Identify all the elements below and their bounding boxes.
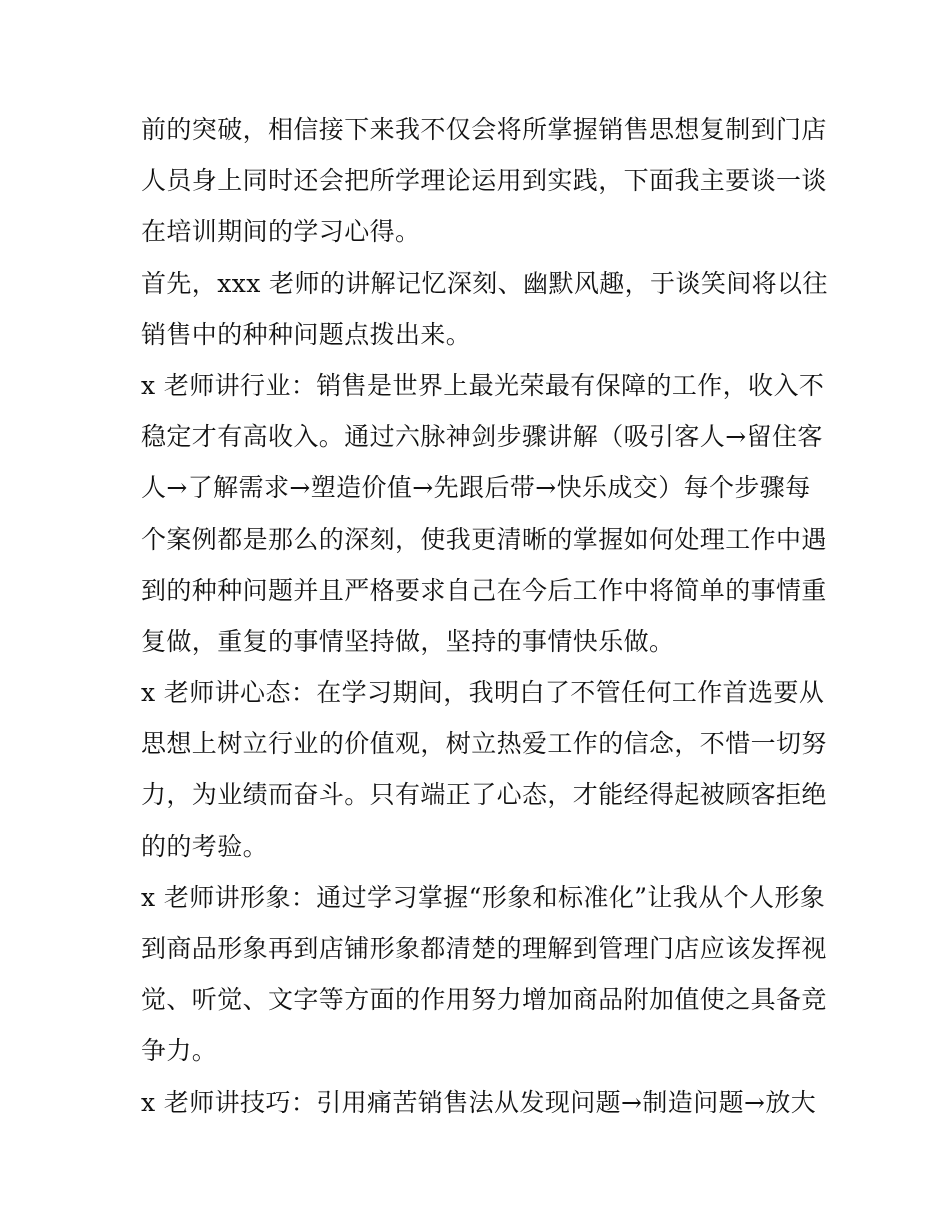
text-line: 思想上树立行业的价值观，树立热爱工作的信念，不惜一切努 <box>141 729 827 759</box>
paragraph <box>141 1077 821 1128</box>
paragraph <box>141 104 827 258</box>
text-line: 前的突破，相信接下来我不仅会将所掌握销售思想复制到门店 <box>141 115 827 144</box>
text-line: 的的考验。 <box>141 831 269 861</box>
paragraph <box>141 667 827 872</box>
text-line: 力，为业绩而奋斗。只有端正了心态，才能经得起被顾客拒绝 <box>141 780 827 810</box>
text-line: 复做，重复的事情坚持做，坚持的事情快乐做。 <box>141 626 675 656</box>
text-line: 销售中的种种问题点拨出来。 <box>141 319 472 349</box>
document-body <box>141 104 828 1128</box>
text-line: 到商品形象再到店铺形象都清楚的理解到管理门店应该发挥视 <box>141 934 827 963</box>
text-line: 在培训期间的学习心得。 <box>141 217 421 247</box>
text-line: 首先，xxx 老师的讲解记忆深刻、幽默风趣，于谈笑间将以往 <box>141 268 828 298</box>
text-line: x 老师讲形象：通过学习掌握“形象和标准化”让我从个人形象 <box>141 882 826 912</box>
text-line: 到的种种问题并且严格要求自己在今后工作中将简单的事情重 <box>141 575 827 605</box>
text-line: x 老师讲技巧：引用痛苦销售法从发现问题→制造问题→放大 <box>141 1087 817 1117</box>
text-line: 争力。 <box>141 1036 218 1066</box>
paragraph <box>141 360 827 667</box>
text-line: x 老师讲心态：在学习期间，我明白了不管任何工作首选要从 <box>141 678 825 708</box>
text-line: 个案例都是那么的深刻，使我更清晰的掌握如何处理工作中遇 <box>141 524 827 554</box>
text-line: 觉、听觉、文字等方面的作用努力增加商品附加值使之具备竞 <box>141 985 827 1015</box>
text-line: 稳定才有高收入。通过六脉神剑步骤讲解（吸引客人→留住客 <box>141 422 823 452</box>
text-line: x 老师讲行业：销售是世界上最光荣最有保障的工作，收入不 <box>141 370 825 400</box>
text-line: 人员身上同时还会把所学理论运用到实践，下面我主要谈一谈 <box>141 166 827 196</box>
paragraph <box>141 258 828 360</box>
text-line: 人→了解需求→塑造价值→先跟后带→快乐成交）每个步骤每 <box>141 473 811 503</box>
paragraph <box>141 872 827 1077</box>
